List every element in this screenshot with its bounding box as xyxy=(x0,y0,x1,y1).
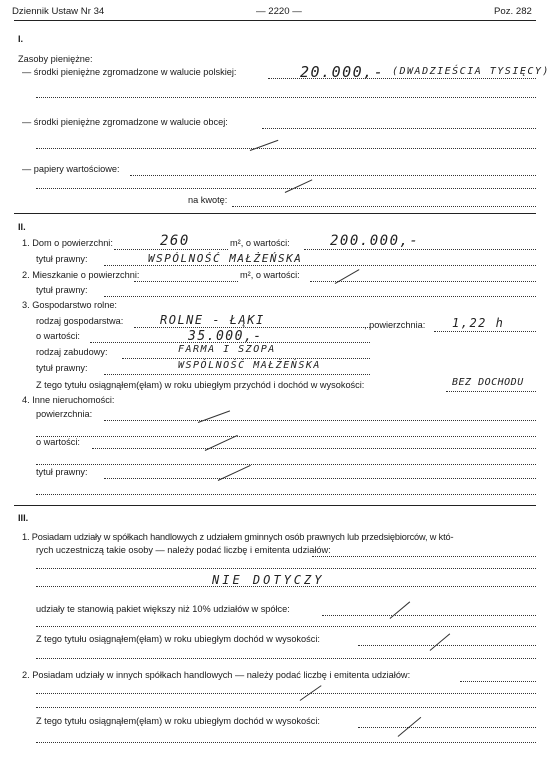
flat-area-unit: m², o wartości: xyxy=(240,270,300,280)
shares-income-line[interactable] xyxy=(358,645,536,646)
securities-line-2[interactable] xyxy=(36,188,536,189)
strike-mark xyxy=(390,601,411,619)
journal-title: Dziennik Ustaw Nr 34 xyxy=(12,6,105,17)
farm-title-line[interactable] xyxy=(104,374,370,375)
house-area: 260 xyxy=(160,233,190,249)
other-value-label: o wartości: xyxy=(36,437,80,447)
farm-income-label: Z tego tytułu osiągnąłem(ęłam) w roku ubiegłym przychód i dochód w wysokości: xyxy=(36,380,365,390)
house-label: 1. Dom o powierzchni: xyxy=(22,238,113,248)
farm-title: WSPÓLNOŚĆ MAŁŻEŃSKA xyxy=(178,360,321,371)
farm-build: FARMA I SZOPA xyxy=(178,344,276,355)
shares-income-line-2[interactable] xyxy=(36,658,536,659)
pln-value: 20.000,- xyxy=(300,63,385,81)
shares-q1-line1: 1. Posiadam udziały w spółkach handlowych z udziałem gminnych osób prawnych lub przedsiębiorców, w któ- xyxy=(22,532,454,542)
amount-label: na kwotę: xyxy=(188,195,228,205)
other-area-line-2[interactable] xyxy=(36,436,536,437)
flat-area-line[interactable] xyxy=(134,281,238,282)
strike-mark xyxy=(285,179,313,193)
farm-title-label: tytuł prawny: xyxy=(36,363,88,373)
farm-type-label: rodzaj gospodarstwa: xyxy=(36,316,124,326)
position-number: Poz. 282 xyxy=(494,6,532,17)
shares-q1-answer: NIE DOTYCZY xyxy=(212,573,325,587)
section-iii-number: III. xyxy=(18,513,29,523)
section-rule xyxy=(14,505,536,506)
flat-label: 2. Mieszkanie o powierzchni: xyxy=(22,270,140,280)
other-title-line[interactable] xyxy=(104,478,536,479)
flat-title-label: tytuł prawny: xyxy=(36,285,88,295)
securities-label: — papiery wartościowe: xyxy=(22,164,120,174)
securities-line[interactable] xyxy=(130,175,536,176)
shares-pct-line-2[interactable] xyxy=(36,626,536,627)
farm-income-line[interactable] xyxy=(446,391,536,392)
shares-q1-line[interactable] xyxy=(312,556,536,557)
fx-line-2[interactable] xyxy=(36,148,536,149)
other-area-line[interactable] xyxy=(104,420,536,421)
other-property-label: 4. Inne nieruchomości: xyxy=(22,395,115,405)
farm-value-label: o wartości: xyxy=(36,331,80,341)
pln-label: — środki pieniężne zgromadzone w walucie polskiej: xyxy=(22,67,237,77)
shares-q2-line1: 2. Posiadam udziały w innych spółkach handlowych — należy podać liczbę i emitenta udziałów: xyxy=(22,670,411,680)
page-number: — 2220 — xyxy=(256,6,302,17)
farm-build-line[interactable] xyxy=(122,358,370,359)
header-rule xyxy=(14,20,536,21)
other-value-line-2[interactable] xyxy=(36,464,536,465)
amount-line[interactable] xyxy=(232,206,536,207)
strike-mark xyxy=(430,633,451,651)
strike-mark xyxy=(250,140,279,151)
other-title-label: tytuł prawny: xyxy=(36,467,88,477)
house-value: 200.000,- xyxy=(330,233,420,249)
shares-pct-line[interactable] xyxy=(322,615,536,616)
section-rule xyxy=(14,213,536,214)
other-title-line-2[interactable] xyxy=(36,494,536,495)
farm-value: 35.000,- xyxy=(188,329,263,344)
shares-q2-line[interactable] xyxy=(460,681,536,682)
pln-words: (DWADZIEŚCIA TYSIĘCY) xyxy=(392,66,550,77)
fx-line[interactable] xyxy=(262,128,536,129)
shares-pct-label: udziały te stanowią pakiet większy niż 10% udziałów w spółce: xyxy=(36,604,290,614)
shares-q1-line2: rych uczestniczą takie osoby — należy podać liczbę i emitenta udziałów: xyxy=(36,545,331,555)
shares-q2-line-3[interactable] xyxy=(36,707,536,708)
house-value-line[interactable] xyxy=(304,249,536,250)
strike-mark xyxy=(198,410,230,423)
house-title-line[interactable] xyxy=(104,265,536,266)
farm-type-line[interactable] xyxy=(134,327,370,328)
fx-label: — środki pieniężne zgromadzone w walucie obcej: xyxy=(22,117,228,127)
shares-q1-line-3[interactable] xyxy=(36,586,536,587)
house-area-line[interactable] xyxy=(114,249,228,250)
farm-area-line[interactable] xyxy=(434,331,536,332)
shares-q2-income-line-2[interactable] xyxy=(36,742,536,743)
house-area-unit: m², o wartości: xyxy=(230,238,290,248)
section-ii-number: II. xyxy=(18,222,26,232)
other-value-line[interactable] xyxy=(92,448,536,449)
pln-line-2[interactable] xyxy=(36,97,536,98)
farm-build-label: rodzaj zabudowy: xyxy=(36,347,108,357)
house-title-label: tytuł prawny: xyxy=(36,254,88,264)
other-area-label: powierzchnia: xyxy=(36,409,93,419)
flat-title-line[interactable] xyxy=(104,296,536,297)
shares-q2-line-2[interactable] xyxy=(36,693,536,694)
shares-income-label: Z tego tytułu osiągnąłem(ęłam) w roku ubiegłym dochód w wysokości: xyxy=(36,634,320,644)
farm-income: BEZ DOCHODU xyxy=(452,377,524,388)
shares-q2-income-line[interactable] xyxy=(358,727,536,728)
cash-heading: Zasoby pieniężne: xyxy=(18,54,93,64)
farm-area: 1,22 h xyxy=(452,316,505,330)
shares-q1-line-2[interactable] xyxy=(36,568,536,569)
house-title: WSPÓLNOŚĆ MAŁŻEŃSKA xyxy=(148,252,303,265)
shares-q2-income-label: Z tego tytułu osiągnąłem(ęłam) w roku ubiegłym dochód w wysokości: xyxy=(36,716,320,726)
farm-label: 3. Gospodarstwo rolne: xyxy=(22,300,117,310)
section-i-number: I. xyxy=(18,34,24,44)
farm-type: ROLNE - ŁĄKI xyxy=(160,313,265,327)
flat-value-line[interactable] xyxy=(310,281,536,282)
farm-area-label: , powierzchnia: xyxy=(364,320,426,330)
